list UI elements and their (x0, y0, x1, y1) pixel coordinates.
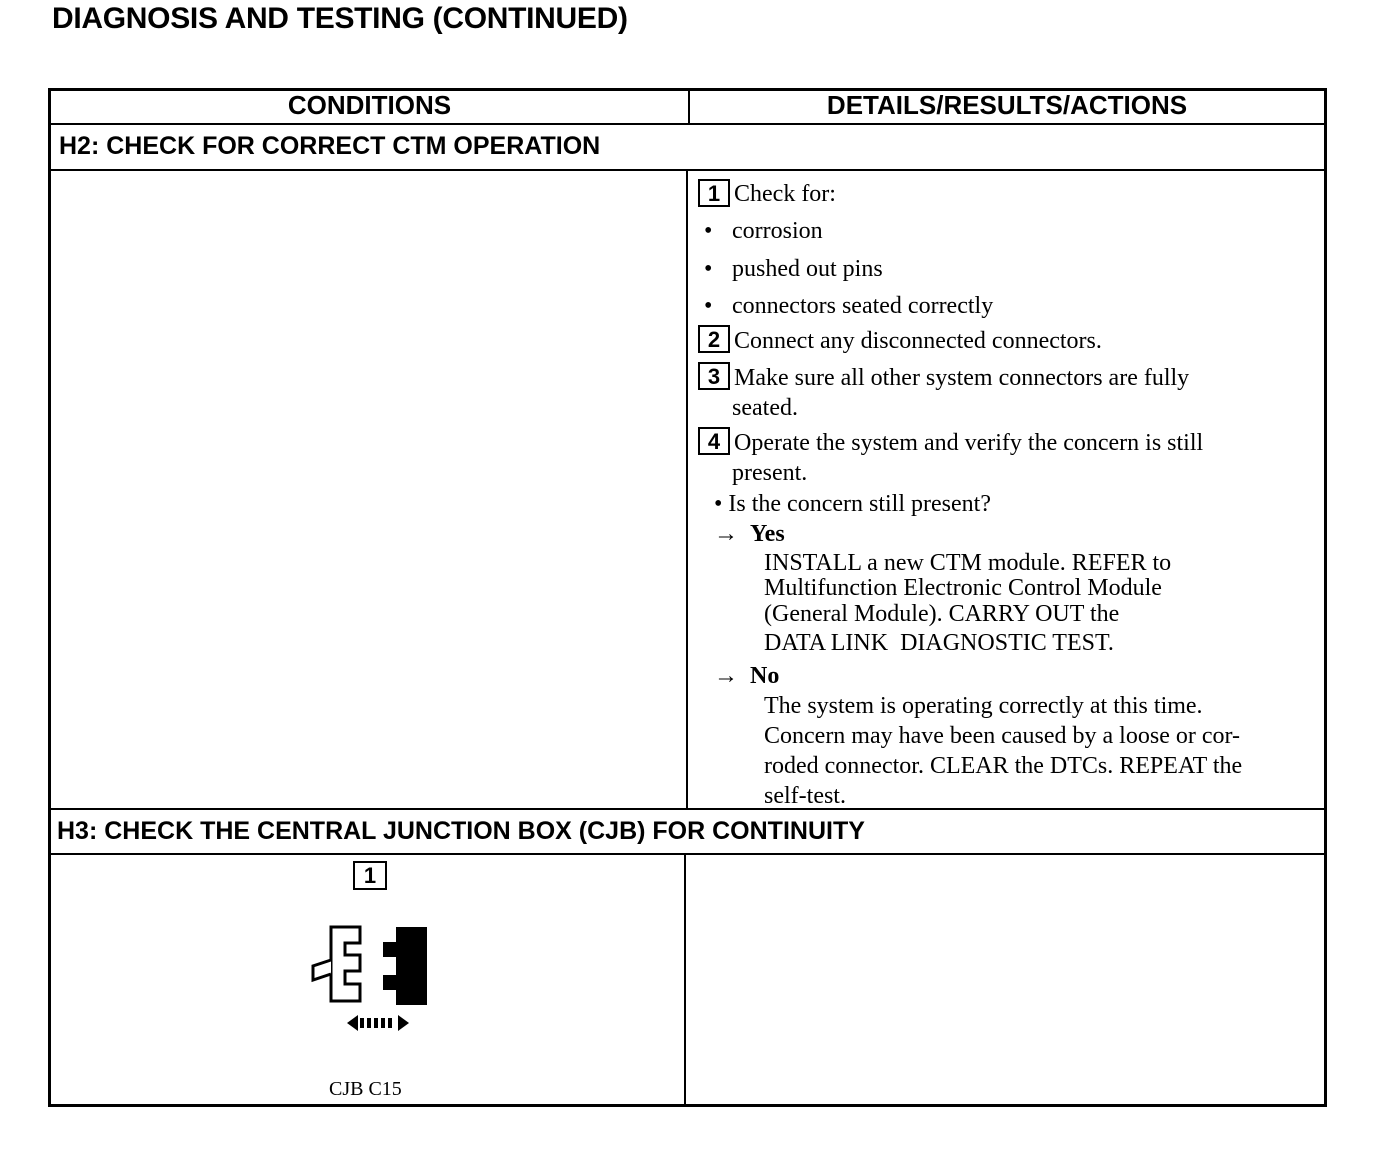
h3-title-rule (48, 853, 1327, 855)
connector-male-block (383, 927, 427, 1005)
yes-arrow: → (714, 521, 738, 547)
diagnosis-table (48, 88, 1327, 1107)
bullet-marker: • (704, 218, 713, 244)
bullet-corrosion: corrosion (732, 218, 823, 244)
step-2-number: 2 (698, 325, 730, 353)
no-action-line2: Concern may have been caused by a loose or cor- (764, 723, 1240, 749)
h3-section-title: H3: CHECK THE CENTRAL JUNCTION BOX (CJB) FOR CONTINUITY (57, 817, 865, 845)
bullet-marker: • (704, 256, 713, 282)
step-1-text: Check for: (734, 181, 836, 207)
bullet-marker: • (704, 293, 713, 319)
connector-disconnect-illustration (303, 922, 443, 1042)
no-arrow: → (714, 663, 738, 689)
table-border-bottom (48, 1104, 1327, 1107)
step-2-text: Connect any disconnected connectors. (734, 328, 1102, 354)
h2-section-title: H2: CHECK FOR CORRECT CTM OPERATION (59, 132, 601, 160)
no-action-line3: roded connector. CLEAR the DTCs. REPEAT the (764, 753, 1243, 779)
yes-action-line4: DATA LINK DIAGNOSTIC TEST. (764, 630, 1114, 656)
question-text: • Is the concern still present? (714, 491, 991, 517)
column-divider-h3 (684, 853, 686, 1107)
connector-label: CJB C15 (329, 1078, 402, 1100)
h3-step-1-number: 1 (353, 861, 387, 890)
step-4-text-line2: present. (732, 460, 808, 486)
details-header: DETAILS/RESULTS/ACTIONS (826, 90, 1188, 120)
connector-latch (313, 960, 331, 980)
step-3-number: 3 (698, 362, 730, 390)
yes-action-line3: (General Module). CARRY OUT the (764, 601, 1120, 627)
bullet-pushed-out-pins: pushed out pins (732, 256, 883, 282)
bullet-connectors-seated: connectors seated correctly (732, 293, 994, 319)
yes-action-line1: INSTALL a new CTM module. REFER to (764, 550, 1172, 576)
no-label: No (750, 663, 780, 689)
step-1-number: 1 (698, 179, 730, 207)
page-title: DIAGNOSIS AND TESTING (CONTINUED) (52, 2, 628, 35)
column-divider-h2 (686, 169, 688, 810)
table-border-right (1324, 88, 1327, 1107)
double-arrow-icon (347, 1015, 409, 1031)
step-4-number: 4 (698, 427, 730, 455)
no-action-line4: self-test. (764, 783, 846, 809)
step-3-text-line1: Make sure all other system connectors are fully (734, 365, 1190, 391)
conditions-header: CONDITIONS (287, 90, 452, 120)
no-action-line1: The system is operating correctly at this time. (764, 693, 1203, 719)
step-4-text-line1: Operate the system and verify the concern is still (734, 430, 1204, 456)
yes-action-line2: Multifunction Electronic Control Module (764, 575, 1162, 601)
table-border-left (48, 88, 51, 1107)
step-3-text-line2: seated. (732, 395, 798, 421)
connector-female-outline (331, 927, 360, 1001)
yes-label: Yes (750, 521, 785, 547)
